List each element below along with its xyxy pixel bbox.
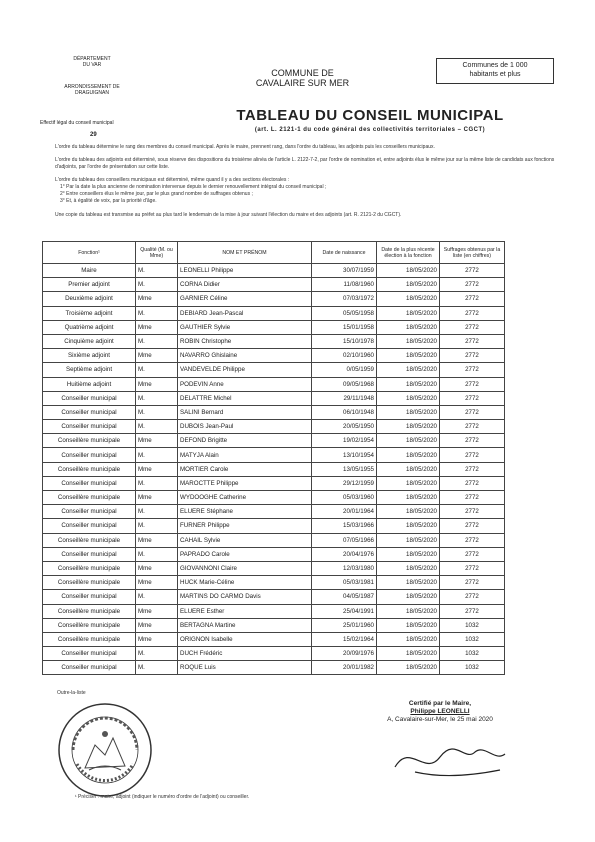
cell-fonction: Conseillère municipale [43,632,136,646]
cell-nom: NAVARRO Ghislaine [178,349,312,363]
cell-naissance: 20/09/1976 [312,647,377,661]
cell-nom: ELUERE Esther [178,604,312,618]
cell-suffrages: 1032 [440,632,505,646]
cell-suffrages: 2772 [440,391,505,405]
cell-suffrages: 1032 [440,661,505,675]
cell-qualite: M. [136,391,178,405]
cell-naissance: 04/05/1987 [312,590,377,604]
cell-naissance: 05/03/1981 [312,576,377,590]
table-header-row [43,242,505,264]
cell-fonction: Cinquième adjoint [43,334,136,348]
population-box: Communes de 1 000 habitants et plus [436,58,554,84]
cell-fonction: Conseillère municipale [43,491,136,505]
table-row [43,547,505,561]
cell-nom: ELUERE Stéphane [178,505,312,519]
cell-fonction: Sixième adjoint [43,349,136,363]
page-title: TABLEAU DU CONSEIL MUNICIPAL [236,107,504,124]
cell-nom: GIOVANNONI Claire [178,561,312,575]
cell-naissance: 06/10/1948 [312,405,377,419]
table-row [43,462,505,476]
cell-election: 18/05/2020 [377,334,440,348]
cell-fonction: Premier adjoint [43,278,136,292]
cell-naissance: 25/04/1991 [312,604,377,618]
rule-1: 1° Par la date la plus ancienne de nomination intervenue depuis le dernier renouvellement intégral du conseil municipal ; [60,184,327,190]
cell-qualite: Mme [136,576,178,590]
table-row [43,292,505,306]
cell-election: 18/05/2020 [377,405,440,419]
header-qualite: Qualité (M. ou Mme) [136,242,178,264]
cell-qualite: Mme [136,462,178,476]
cell-naissance: 30/07/1959 [312,264,377,278]
cell-election: 18/05/2020 [377,561,440,575]
cell-fonction: Conseiller municipal [43,647,136,661]
cell-qualite: M. [136,363,178,377]
cell-election: 18/05/2020 [377,363,440,377]
cell-fonction: Conseiller municipal [43,476,136,490]
table-row [43,505,505,519]
cell-fonction: Conseiller municipal [43,505,136,519]
cell-naissance: 13/05/1955 [312,462,377,476]
table-row [43,278,505,292]
cell-suffrages: 2772 [440,604,505,618]
cell-election: 18/05/2020 [377,647,440,661]
cell-qualite: M. [136,547,178,561]
cell-election: 18/05/2020 [377,349,440,363]
cell-naissance: 15/03/1966 [312,519,377,533]
cell-suffrages: 2772 [440,320,505,334]
cell-nom: MAROCTTE Philippe [178,476,312,490]
cell-suffrages: 2772 [440,519,505,533]
rule-3: 3° Et, à égalité de voix, par la priorité d'âge. [60,198,157,204]
effectif-value: 29 [90,132,97,138]
table-row [43,391,505,405]
cell-election: 18/05/2020 [377,476,440,490]
cell-suffrages: 2772 [440,292,505,306]
page-subtitle: (art. L. 2121-1 du code général des collectivités territoriales – CGCT) [254,127,486,133]
table-row [43,519,505,533]
header-fonction: Fonction¹ [43,242,136,264]
cell-nom: SALINI Bernard [178,405,312,419]
cert-place-date: A, Cavalaire-sur-Mer, le 25 mai 2020 [387,716,493,723]
cell-suffrages: 2772 [440,349,505,363]
cell-qualite: Mme [136,434,178,448]
cell-qualite: M. [136,590,178,604]
table-row [43,334,505,348]
table-row [43,377,505,391]
cell-nom: LEONELLI Philippe [178,264,312,278]
cell-election: 18/05/2020 [377,391,440,405]
cell-fonction: Conseiller municipal [43,590,136,604]
cell-election: 18/05/2020 [377,632,440,646]
cell-naissance: 15/01/1958 [312,320,377,334]
table-row [43,604,505,618]
cell-fonction: Conseiller municipal [43,547,136,561]
table-row [43,306,505,320]
table-row [43,363,505,377]
cell-suffrages: 2772 [440,476,505,490]
cell-nom: DEFOND Brigitte [178,434,312,448]
table-row [43,476,505,490]
commune-name: COMMUNE DE CAVALAIRE SUR MER [255,68,350,88]
cell-suffrages: 2772 [440,363,505,377]
cell-fonction: Conseillère municipale [43,576,136,590]
table-row [43,618,505,632]
header-nom: NOM ET PRÉNOM [178,242,312,264]
cell-naissance: 20/05/1950 [312,420,377,434]
cell-naissance: 20/04/1976 [312,547,377,561]
cell-fonction: Conseiller municipal [43,420,136,434]
cell-election: 18/05/2020 [377,264,440,278]
cell-nom: MARTINS DO CARMO Davis [178,590,312,604]
cell-qualite: M. [136,647,178,661]
cell-fonction: Conseillère municipale [43,561,136,575]
outre-liste-label: Outre-la-liste [57,690,86,696]
rule-2: 2° Entre conseillers élus le même jour, par le plus grand nombre de suffrages obtenus ; [60,191,253,197]
cell-fonction: Conseillère municipale [43,604,136,618]
table-row [43,405,505,419]
cell-naissance: 15/10/1978 [312,334,377,348]
cell-election: 18/05/2020 [377,448,440,462]
cell-nom: PAPRADO Carole [178,547,312,561]
cell-nom: DEBIARD Jean-Pascal [178,306,312,320]
cell-naissance: 29/12/1959 [312,476,377,490]
cell-election: 18/05/2020 [377,420,440,434]
cell-nom: GAUTHIER Sylvie [178,320,312,334]
effectif-label: Effectif légal du conseil municipal [40,120,114,126]
cell-fonction: Maire [43,264,136,278]
cell-suffrages: 2772 [440,278,505,292]
cell-election: 18/05/2020 [377,533,440,547]
cell-fonction: Conseillère municipale [43,462,136,476]
cell-naissance: 25/01/1960 [312,618,377,632]
cert-signatory: Philippe LEONELLI [410,708,470,715]
cell-naissance: 02/10/1960 [312,349,377,363]
cell-qualite: M. [136,476,178,490]
cell-qualite: Mme [136,491,178,505]
cell-nom: CAHAIL Sylvie [178,533,312,547]
cell-fonction: Conseiller municipal [43,448,136,462]
cell-fonction: Conseiller municipal [43,519,136,533]
cell-fonction: Deuxième adjoint [43,292,136,306]
cell-election: 18/05/2020 [377,547,440,561]
cell-nom: BERTAGNA Martine [178,618,312,632]
table-row [43,576,505,590]
cell-fonction: Troisième adjoint [43,306,136,320]
cell-naissance: 07/05/1966 [312,533,377,547]
cell-fonction: Conseillère municipale [43,533,136,547]
cell-qualite: M. [136,405,178,419]
mayor-signature [390,732,510,782]
town-seal-stamp [55,700,155,800]
cert-line-1: Certifié par le Maire, [408,700,472,707]
header-naissance: Date de naissance [312,242,377,264]
cell-naissance: 13/10/1954 [312,448,377,462]
cell-qualite: Mme [136,377,178,391]
cell-election: 18/05/2020 [377,278,440,292]
cell-election: 18/05/2020 [377,661,440,675]
cell-naissance: 05/05/1958 [312,306,377,320]
cell-naissance: 11/08/1960 [312,278,377,292]
table-row [43,561,505,575]
cell-election: 18/05/2020 [377,377,440,391]
arrondissement-label: ARRONDISSEMENT DE DRAGUIGNAN [64,84,120,96]
cell-qualite: Mme [136,533,178,547]
cell-fonction: Conseiller municipal [43,391,136,405]
cell-qualite: Mme [136,604,178,618]
cell-naissance: 15/02/1964 [312,632,377,646]
cell-fonction: Septième adjoint [43,363,136,377]
cell-nom: WYDOOGHE Catherine [178,491,312,505]
cell-suffrages: 2772 [440,505,505,519]
department-label: DÉPARTEMENT DU VAR [73,56,111,68]
cell-nom: DUBOIS Jean-Paul [178,420,312,434]
cell-election: 18/05/2020 [377,491,440,505]
table-row [43,349,505,363]
cell-nom: HUCK Marie-Céline [178,576,312,590]
cell-nom: FURNER Philippe [178,519,312,533]
cell-election: 18/05/2020 [377,604,440,618]
cell-nom: MATYJA Alain [178,448,312,462]
cell-nom: ROBIN Christophe [178,334,312,348]
cell-qualite: Mme [136,618,178,632]
cell-fonction: Conseillère municipale [43,618,136,632]
table-row [43,448,505,462]
cell-suffrages: 2772 [440,334,505,348]
cell-suffrages: 2772 [440,420,505,434]
cell-qualite: M. [136,334,178,348]
cell-qualite: M. [136,264,178,278]
cell-fonction: Conseiller municipal [43,405,136,419]
table-row [43,647,505,661]
cell-suffrages: 1032 [440,647,505,661]
cell-nom: DELATTRE Michel [178,391,312,405]
table-row [43,590,505,604]
cell-suffrages: 1032 [440,618,505,632]
conseillers-paragraph: L'ordre du tableau des conseillers municipaux est déterminé, même quand il y a des sections électorales : [55,177,290,183]
cell-nom: VANDEVELDE Philippe [178,363,312,377]
cell-election: 18/05/2020 [377,618,440,632]
cell-qualite: Mme [136,292,178,306]
cell-suffrages: 2772 [440,576,505,590]
cell-election: 18/05/2020 [377,576,440,590]
council-table [42,241,505,675]
cell-qualite: M. [136,448,178,462]
intro-paragraph: L'ordre du tableau détermine le rang des membres du conseil municipal. Après le maire, prennent rang, dans l'ordre du tableau, les adjoints puis les conseillers municipaux. [55,144,435,150]
table-row [43,320,505,334]
cell-election: 18/05/2020 [377,434,440,448]
cell-naissance: 07/03/1972 [312,292,377,306]
cell-suffrages: 2772 [440,462,505,476]
header-election: Date de la plus récente élection à la fonction [377,242,440,264]
cell-qualite: M. [136,505,178,519]
cell-suffrages: 2772 [440,547,505,561]
table-row [43,420,505,434]
table-row [43,661,505,675]
cell-suffrages: 2772 [440,491,505,505]
cell-naissance: 12/03/1980 [312,561,377,575]
cell-nom: ORIGNON Isabelle [178,632,312,646]
cell-suffrages: 2772 [440,434,505,448]
cell-naissance: 0/05/1959 [312,363,377,377]
table-row [43,632,505,646]
cell-naissance: 20/01/1964 [312,505,377,519]
cell-qualite: M. [136,306,178,320]
cell-election: 18/05/2020 [377,519,440,533]
cell-qualite: Mme [136,320,178,334]
cell-qualite: M. [136,661,178,675]
cell-election: 18/05/2020 [377,505,440,519]
cell-fonction: Conseillère municipale [43,434,136,448]
table-body [43,264,505,675]
cell-nom: MORTIER Carole [178,462,312,476]
cell-qualite: M. [136,420,178,434]
cell-nom: DUCH Frédéric [178,647,312,661]
certification-block [365,700,515,724]
adjoints-paragraph: L'ordre du tableau des adjoints est déterminé, sous réserve des dispositions du troisième alinéa de l'article L. 2122-7-2, par l'ordre de nomination et, entre adjoints élus le même jour sur la même liste de candidats aux fonctions d'adjoints, par l'ordre de présentation sur cette liste. [55,157,555,170]
cell-suffrages: 2772 [440,405,505,419]
cell-suffrages: 2772 [440,448,505,462]
table-row [43,264,505,278]
cell-qualite: Mme [136,349,178,363]
cell-nom: GARNIER Céline [178,292,312,306]
cell-qualite: M. [136,519,178,533]
cell-election: 18/05/2020 [377,462,440,476]
table-row [43,434,505,448]
cell-nom: CORNA Didier [178,278,312,292]
cell-qualite: M. [136,278,178,292]
cell-election: 18/05/2020 [377,590,440,604]
cell-naissance: 05/03/1960 [312,491,377,505]
cell-naissance: 29/11/1948 [312,391,377,405]
cell-fonction: Huitième adjoint [43,377,136,391]
cell-nom: ROQUE Luis [178,661,312,675]
table-row [43,491,505,505]
cell-fonction: Quatrième adjoint [43,320,136,334]
table-row [43,533,505,547]
cell-suffrages: 2772 [440,264,505,278]
cell-qualite: Mme [136,561,178,575]
cell-election: 18/05/2020 [377,306,440,320]
footnote: ¹ Préciser : maire, adjoint (indiquer le numéro d'ordre de l'adjoint) ou conseiller. [75,794,250,800]
transmission-paragraph: Une copie du tableau est transmise au préfet au plus tard le lendemain de la mise à jour suivant l'élection du maire et des adjoints (art. R. 2121-2 du CGCT). [55,212,402,218]
cell-suffrages: 2772 [440,306,505,320]
cell-suffrages: 2772 [440,590,505,604]
cell-election: 18/05/2020 [377,320,440,334]
cell-suffrages: 2772 [440,561,505,575]
cell-suffrages: 2772 [440,533,505,547]
cell-naissance: 09/05/1968 [312,377,377,391]
cell-nom: PODEVIN Anne [178,377,312,391]
header-suffrages: Suffrages obtenus par la liste (en chiffres) [440,242,505,264]
cell-fonction: Conseiller municipal [43,661,136,675]
cell-suffrages: 2772 [440,377,505,391]
cell-naissance: 19/02/1954 [312,434,377,448]
cell-naissance: 20/01/1982 [312,661,377,675]
cell-qualite: Mme [136,632,178,646]
cell-election: 18/05/2020 [377,292,440,306]
